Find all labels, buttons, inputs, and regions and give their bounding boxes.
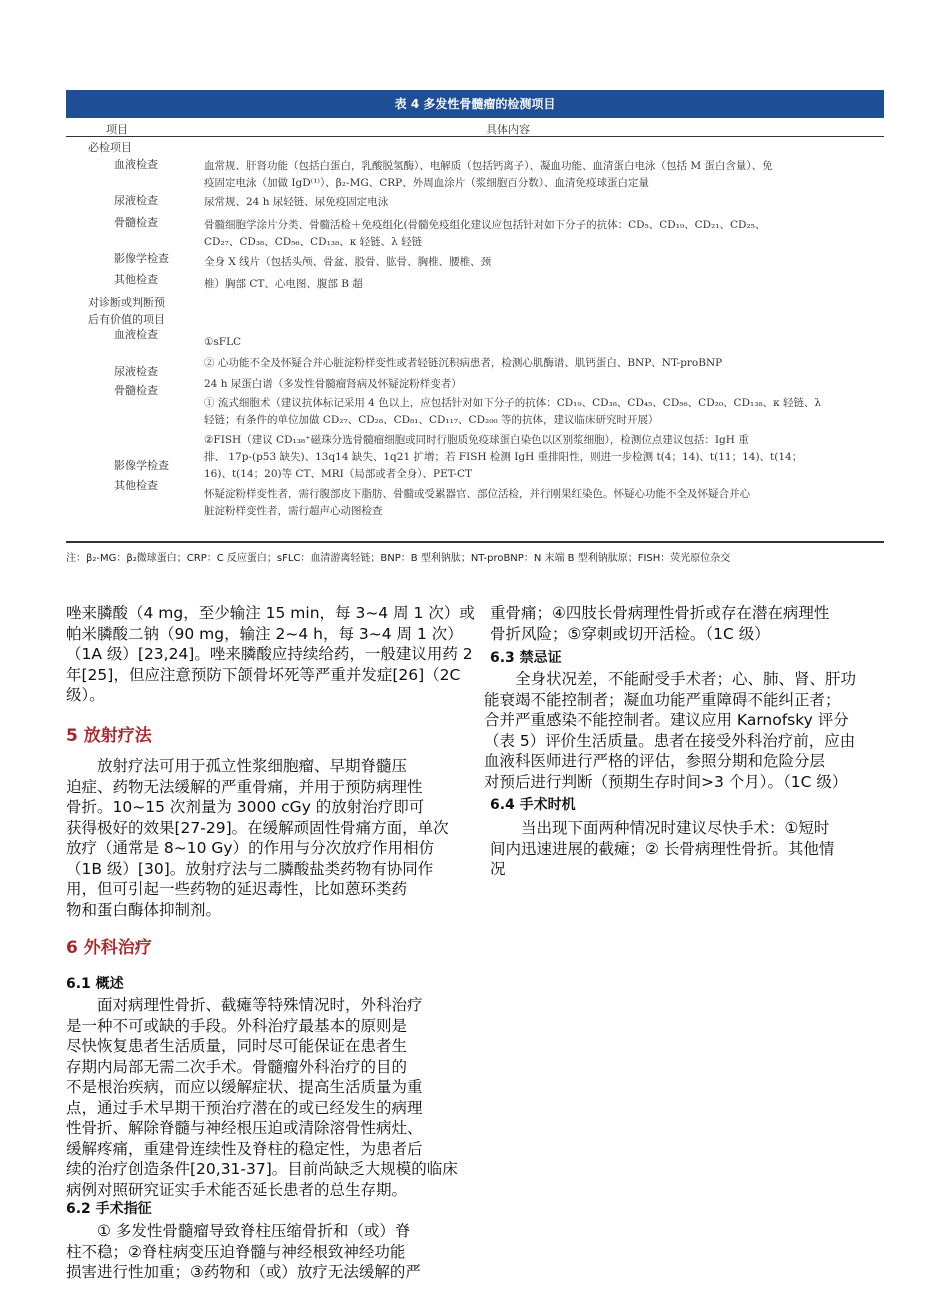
- heading-timing: 6.4 手术时机: [490, 797, 576, 813]
- row-label-marrow: 骨髓检查: [114, 216, 158, 229]
- column-header-content: 具体内容: [486, 123, 530, 136]
- row-label-urine: 尿液检查: [114, 194, 158, 207]
- row-content-marrow: 骨髓细胞学涂片分类、骨髓活检＋免疫组化(骨髓免疫组化建议应包括针对如下分子的抗体：CD₅、CD₁₉、CD₂₁、CD₂₅、 CD₂₇、CD₃₈、CD₅₆、CD₁₃₈、κ 轻链、λ 轻链: [204, 219, 766, 248]
- left-paragraph-overview: 面对病理性骨折、截瘫等特殊情况时，外科治疗 是一种不可或缺的手段。外科治疗最基本的原则是 尽快恢复患者生活质量，同时尽可能保证在患者生 存期内局部无需二次手术。骨髓瘤外科治疗的目的 不是根治疾病，而应以缓解症状、提高生活质量为重 点，通过手术早期干预治疗潜在的或已经发生的病理 性骨折、解除脊髓与神经根压迫或清除溶骨性病灶、 缓解疼痛，重建骨连续性及脊柱的稳定性，为患者后 续的治疗创造条件[20,31-37]。目前尚缺乏大规模的临床 病例对照研究证实手术能否延长患者的总生存期。: [66, 996, 458, 1199]
- heading-radiotherapy: 5 放射疗法: [66, 726, 152, 746]
- heading-contraindications: 6.3 禁忌证: [490, 650, 562, 666]
- left-paragraph-radiotherapy: 放射疗法可用于孤立性浆细胞瘤、早期脊髓压 迫症、药物无法缓解的严重骨痛，并用于预防病理性 骨折。10~15 次剂量为 3000 cGy 的放射治疗即可 获得极好的效果[27-29]。在缓解顽固性骨痛方面，单次 放疗（通常是 8~10 Gy）的作用与分次放疗作用相仿 （1B 级）[30]。放射疗法与二膦酸盐类药物有协同作 用，但可引起一些药物的延迟毒性，比如蒽环类药 物和蛋白酶体抑制剂。: [66, 757, 449, 919]
- heading-indications: 6.2 手术指征: [66, 1201, 152, 1217]
- row-content-other-2: 怀疑淀粉样变性者，需行腹部皮下脂肪、骨髓或受累器官、部位活检，并行刚果红染色。怀疑心功能不全及怀疑合并心 脏淀粉样变性者，需行超声心动图检查: [204, 488, 750, 517]
- row-label-marrow-2: 骨髓检查: [114, 384, 158, 397]
- row-label-other-2: 其他检查: [114, 479, 158, 492]
- row-content-blood: 血常规、肝肾功能（包括白蛋白，乳酸脱氢酶）、电解质（包括钙离子）、凝血功能、血清蛋白电泳（包括 M 蛋白含量）、免 疫固定电泳（加做 IgD⁽¹⁾）、β₂-MG、CRP、外周血涂片（浆细胞百分数）、血清免疫球蛋白定量: [204, 160, 773, 189]
- row-content-urine: 尿常规、24 h 尿轻链、尿免疫固定电泳: [204, 196, 389, 208]
- row-content-blood-2: ①sFLC ② 心功能不全及怀疑合并心脏淀粉样变性或者轻链沉积病患者，检测心肌酶谱、肌钙蛋白、BNP、NT-proBNP: [204, 336, 723, 369]
- row-label-urine-2: 尿液检查: [114, 365, 158, 378]
- table-bottom-rule: [66, 541, 884, 543]
- section-required: 必检项目: [88, 141, 132, 154]
- left-paragraph-bisphosphonate: 唑来膦酸（4 mg，至少输注 15 min，每 3~4 周 1 次）或 帕米膦酸二钠（90 mg，输注 2~4 h，每 3~4 周 1 次） （1A 级）[23,24]。唑来膦酸应持续给药，一般建议用药 2 年[25]，但应注意预防下颌骨坏死等严重并发症[26]（2C 级）。: [66, 604, 475, 704]
- table-header-rule: [66, 136, 884, 137]
- row-content-other: 椎）胸部 CT、心电图、腹部 B 超: [204, 278, 363, 290]
- row-label-blood: 血液检查: [114, 158, 158, 171]
- row-label-imaging: 影像学检查: [114, 252, 169, 265]
- row-content-imaging: 全身 X 线片（包括头颅、骨盆、股骨、肱骨、胸椎、腰椎、颈: [204, 256, 492, 268]
- right-paragraph-indications-cont: 重骨痛；④四肢长骨病理性骨折或存在潜在病理性 骨折风险；⑤穿刺或切开活检。（1C 级）: [490, 604, 830, 643]
- row-label-blood-2: 血液检查: [114, 328, 158, 341]
- heading-surgery: 6 外科治疗: [66, 938, 152, 958]
- row-label-imaging-2: 影像学检查: [114, 459, 169, 472]
- row-label-other: 其他检查: [114, 273, 158, 286]
- right-paragraph-contraindications: 全身状况差，不能耐受手术者；心、肺、肾、肝功 能衰竭不能控制者；凝血功能严重障碍不能纠正者； 合并严重感染不能控制者。建议应用 Karnofsky 评分 （表 5）评价生活质量。患者在接受外科治疗前，应由 血液科医师进行严格的评估，参照分期和危险分层 对预后进行判断（预期生存时间>3 个月）。（1C 级）: [484, 670, 857, 791]
- section-valuable: 对诊断或判断预 后有价值的项目: [88, 296, 165, 326]
- table-title: 表 4 多发性骨髓瘤的检测项目: [66, 90, 884, 118]
- heading-overview: 6.1 概述: [66, 976, 124, 992]
- column-header-item: 项目: [106, 123, 128, 136]
- right-paragraph-timing: 当出现下面两种情况时建议尽快手术：①短时 间内迅速进展的截瘫；② 长骨病理性骨折。其他情 况: [490, 819, 835, 878]
- row-content-marrow-2: ① 流式细胞术（建议抗体标记采用 4 色以上，应包括针对如下分子的抗体：CD₁₉、CD₃₈、CD₄₅、CD₅₆、CD₂₀、CD₁₃₈、κ 轻链、λ 轻链；有条件的单位加做 CD₂₇、CD₂₈、CD₈₁、CD₁₁₇、CD₂₀₀ 等的抗体，建议临床研究时开展） ②FISH（建议 CD₁₃₈⁺磁珠分选骨髓瘤细胞或同时行胞质免疫球蛋白染色以区别浆细胞），检测位点建议包括：IgH 重 排、 17p-(p53 缺失)、13q14 缺失、1q21 扩增；若 FISH 检测 IgH 重排阳性，则进一步检测 t(4；14)、t(11；14)、t(14； 16)、t(14；20)等 CT、MRI（局部或者全身）、PET-CT: [204, 397, 822, 480]
- table-header: [66, 118, 884, 136]
- row-content-urine-2: 24 h 尿蛋白谱（多发性骨髓瘤肾病及怀疑淀粉样变者）: [204, 378, 462, 390]
- table-footnote: 注：β₂-MG：β₂微球蛋白；CRP：C 反应蛋白；sFLC：血清游离轻链；BNP：B 型利钠肽；NT-proBNP：N 末端 B 型利钠肽原；FISH：荧光原位杂交: [66, 553, 731, 564]
- left-paragraph-indications: ① 多发性骨髓瘤导致脊柱压缩骨折和（或）脊 柱不稳；②脊柱病变压迫脊髓与神经根致神经功能 损害进行性加重；③药物和（或）放疗无法缓解的严: [66, 1222, 421, 1281]
